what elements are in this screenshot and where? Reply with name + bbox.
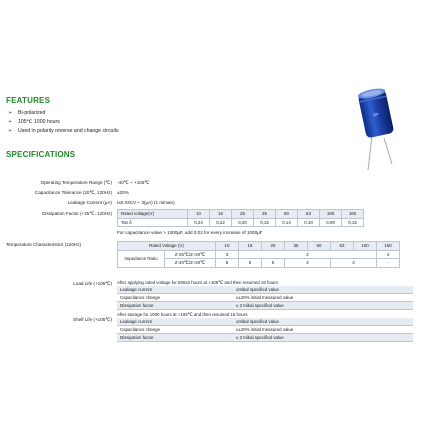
specifications-heading: SPECIFICATIONS xyxy=(6,150,76,159)
table-row: Dissipation factor ≤ 2 Initial specified value xyxy=(117,334,413,342)
table-row xyxy=(118,250,400,259)
table-cell: 50 xyxy=(276,210,298,219)
dissipation-label: Dissipation Factor (+25℃, 120Hz) xyxy=(42,211,112,216)
cap-tolerance-label: Capacitance Tolerance (20℃, 120Hz) xyxy=(34,190,112,195)
dissipation-note: For capacitance value > 1000μF, add 0,02 for every increase of 1000μF xyxy=(117,230,263,235)
cap-tolerance-value: ±20% xyxy=(117,190,129,195)
bullet-arrow-icon: ➢ xyxy=(8,109,13,116)
temp-char-table xyxy=(117,241,400,268)
table-cell: - xyxy=(377,259,400,268)
table-cell: 8 xyxy=(216,259,239,268)
table-cell: 0,14 xyxy=(276,218,298,227)
table-cell: 0,15 xyxy=(254,218,276,227)
table-cell: 0,20 xyxy=(232,218,254,227)
table-cell: 35 xyxy=(254,210,276,219)
table-cell: 0,10 xyxy=(298,218,320,227)
table-cell: 10 xyxy=(216,242,239,251)
feature-item: ➢ Used in polarity reverse and change circuits xyxy=(8,127,119,134)
load-life-table xyxy=(117,279,413,310)
table-row: Leakage current ≤Initial specified value xyxy=(117,318,413,326)
leakage-label: Leakage Current (μA) xyxy=(67,200,112,205)
shelf-life-title: After storage for 1000 hours at +105℃ and then resumed 16 hours xyxy=(117,312,248,317)
feature-item: ➢ 105℃ 1000 hours xyxy=(8,118,60,125)
table-cell: Tan δ xyxy=(118,218,188,227)
table-cell: Z-40℃/Z+20℃ xyxy=(165,259,216,268)
table-cell: 16 xyxy=(239,242,262,251)
table-row: Dissipation factor ≤ 2 Initial specified value xyxy=(117,302,413,310)
table-cell: 25 xyxy=(262,242,285,251)
table-cell: Impedance Ratio xyxy=(118,250,165,267)
table-cell: 10 xyxy=(188,210,210,219)
bullet-arrow-icon: ➢ xyxy=(8,127,13,134)
table-cell: 4 xyxy=(285,259,331,268)
dissipation-table xyxy=(117,209,364,227)
table-row xyxy=(118,242,400,251)
table-row: Capacitance change ≤±20% initial measured value xyxy=(117,326,413,334)
leakage-value: I≤0.03CV + 3(μA) (1 minute) xyxy=(117,200,175,205)
table-row: Capacitance change ≤±20% initial measured value xyxy=(117,294,413,302)
table-cell: 25 xyxy=(232,210,254,219)
svg-text:BP: BP xyxy=(372,111,380,118)
features-list xyxy=(8,108,119,135)
table-cell: 2 xyxy=(239,250,377,259)
table-cell: 3 xyxy=(331,259,377,268)
table-cell: 0,15 xyxy=(342,218,364,227)
table-cell: 100 xyxy=(320,210,342,219)
table-cell: 35 xyxy=(285,242,308,251)
table-cell: Rated voltage(V) xyxy=(118,210,188,219)
table-row xyxy=(118,210,364,219)
table-cell: 160 xyxy=(342,210,364,219)
table-cell: 100 xyxy=(354,242,377,251)
table-cell: 5 xyxy=(262,259,285,268)
capacitor-image xyxy=(358,86,410,172)
table-cell: 0,22 xyxy=(210,218,232,227)
table-cell: 50 xyxy=(308,242,331,251)
table-cell: 160 xyxy=(377,242,400,251)
table-cell: 0,24 xyxy=(188,218,210,227)
operating-temp-value: -40℃ ~ +105℃ xyxy=(117,180,150,185)
temp-char-label: Temperature Characteristics (120Hz) xyxy=(6,242,82,247)
shelf-life-label: Shelf Life (+105℃) xyxy=(73,317,112,322)
shelf-life-table xyxy=(117,311,413,342)
table-cell: 4 xyxy=(377,250,400,259)
features-heading: FEATURES xyxy=(6,96,51,105)
load-life-title: After applying rated voltage for 500x2 hours at +105℃ and then resumed 16 hours xyxy=(117,280,279,285)
table-row xyxy=(118,218,364,227)
table-cell: 16 xyxy=(210,210,232,219)
table-cell: Z-25℃/Z+20℃ xyxy=(165,250,216,259)
table-cell: 63 xyxy=(331,242,354,251)
load-life-label: Load Life (+105℃) xyxy=(73,281,112,286)
bullet-arrow-icon: ➢ xyxy=(8,118,13,125)
operating-temp-label: Operating Temperature Range (℃) xyxy=(40,180,112,185)
table-cell: 3 xyxy=(216,250,239,259)
table-cell: 6 xyxy=(239,259,262,268)
table-cell: Rated Voltage (V) xyxy=(118,242,216,251)
table-cell: 63 xyxy=(298,210,320,219)
table-row: Leakage current ≤Initial specified value xyxy=(117,286,413,294)
table-cell: 0,09 xyxy=(320,218,342,227)
feature-item: ➢ Bi-polarized xyxy=(8,109,46,116)
